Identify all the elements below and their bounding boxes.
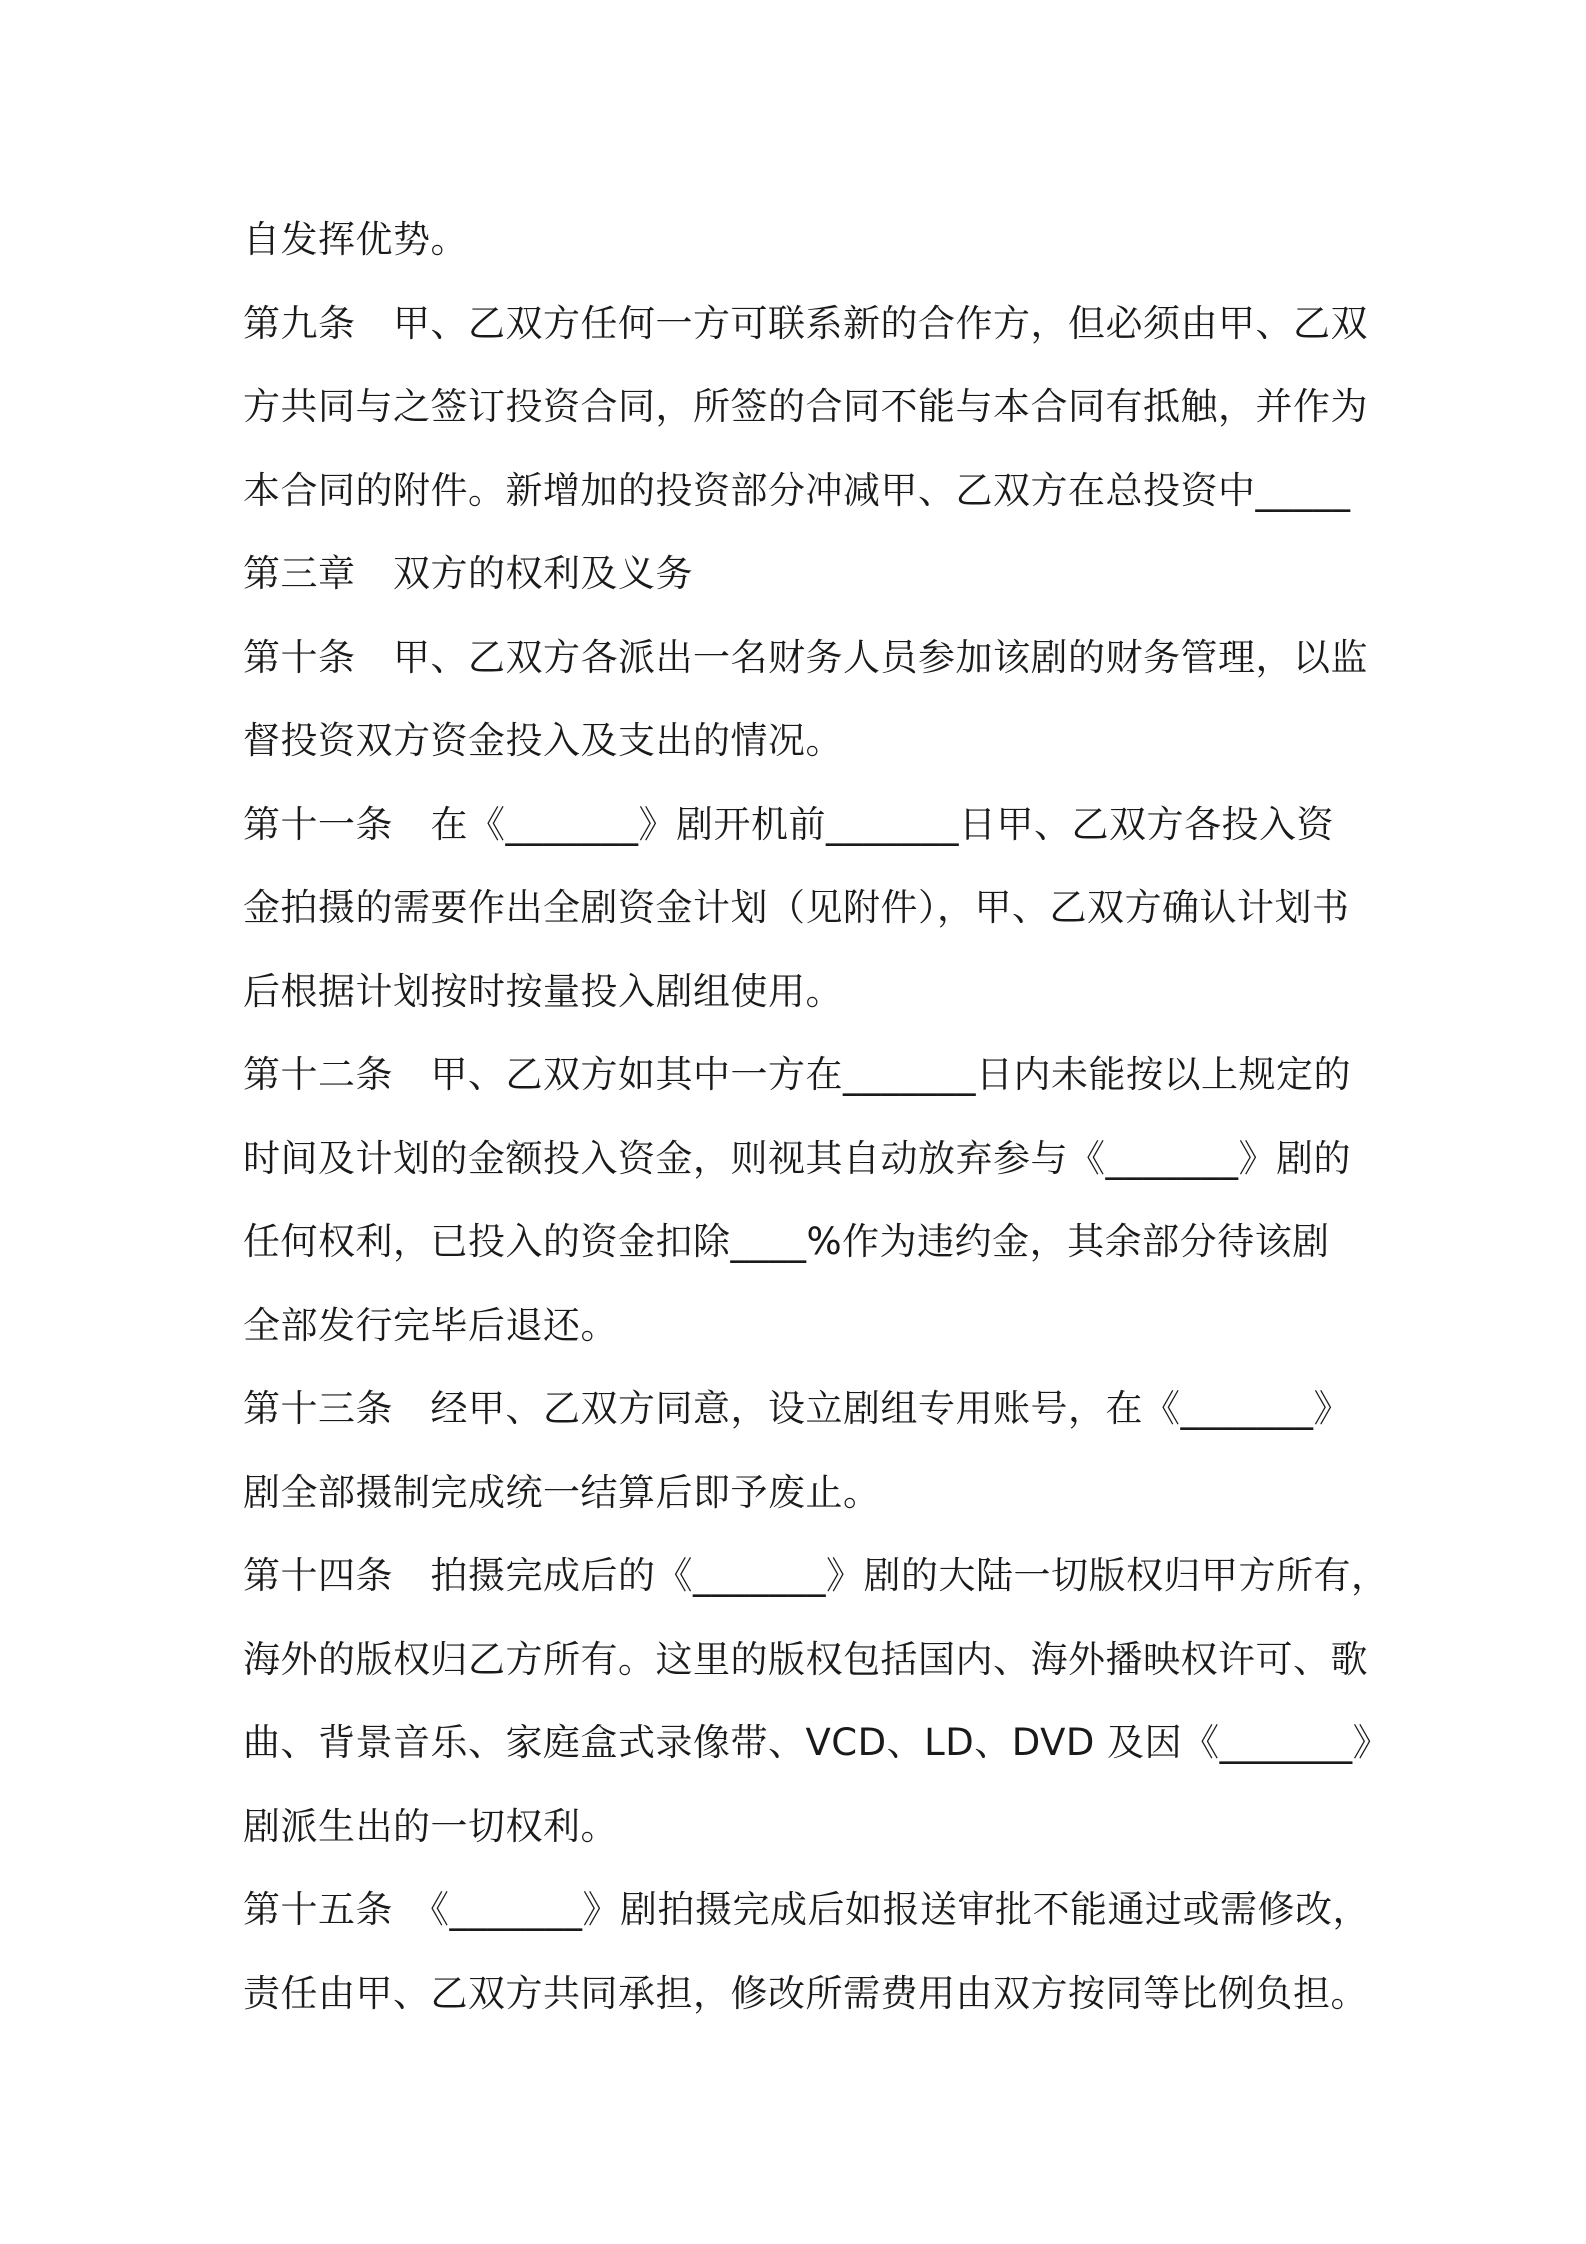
text-line: 本合同的附件。新增加的投资部分冲减甲、乙双方在总投资中_____ <box>243 468 1351 512</box>
text-line: 剧全部摄制完成统一结算后即予废止。 <box>243 1470 881 1514</box>
text-line: 第十二条 甲、乙双方如其中一方在_______日内未能按以上规定的 <box>243 1053 1351 1096</box>
text-line: 第十条 甲、乙双方各派出一名财务人员参加该剧的财务管理，以监 <box>243 635 1368 679</box>
text-line: 第九条 甲、乙双方任何一方可联系新的合作方，但必须由甲、乙双 <box>243 301 1368 345</box>
text-line: 督投资双方资金投入及支出的情况。 <box>243 719 843 762</box>
text-line: 方共同与之签订投资合同，所签的合同不能与本合同有抵触，并作为 <box>243 385 1368 428</box>
text-line: 剧派生出的一切权利。 <box>243 1804 618 1848</box>
text-line: 金拍摄的需要作出全剧资金计划（见附件），甲、乙双方确认计划书 <box>243 886 1350 929</box>
text-line: 曲、背景音乐、家庭盒式录像带、VCD、LD、DVD 及因《_______》 <box>243 1721 1391 1764</box>
text-line: 第十五条 《_______》剧拍摄完成后如报送审批不能通过或需修改， <box>243 1888 1370 1931</box>
text-line: 责任由甲、乙双方共同承担，修改所需费用由双方按同等比例负担。 <box>243 1971 1368 2015</box>
text-line: 第十一条 在《_______》剧开机前_______日甲、乙双方各投入资 <box>243 802 1334 846</box>
chapter-heading: 第三章 双方的权利及义务 <box>243 552 693 595</box>
text-line: 任何权利，已投入的资金扣除____%作为违约金，其余部分待该剧 <box>243 1220 1330 1263</box>
text-line: 全部发行完毕后退还。 <box>243 1303 618 1347</box>
text-line: 后根据计划按时按量投入剧组使用。 <box>243 969 843 1013</box>
text-line: 第十三条 经甲、乙双方同意，设立剧组专用账号，在《_______》 <box>243 1387 1351 1430</box>
text-line: 时间及计划的金额投入资金，则视其自动放弃参与《_______》剧的 <box>243 1136 1351 1180</box>
text-line: 第十四条 拍摄完成后的《_______》剧的大陆一切版权归甲方所有， <box>243 1554 1389 1597</box>
contract-text <box>243 198 1391 2035</box>
text-line: 自发挥优势。 <box>243 218 468 261</box>
text-line: 海外的版权归乙方所有。这里的版权包括国内、海外播映权许可、歌 <box>243 1637 1368 1681</box>
